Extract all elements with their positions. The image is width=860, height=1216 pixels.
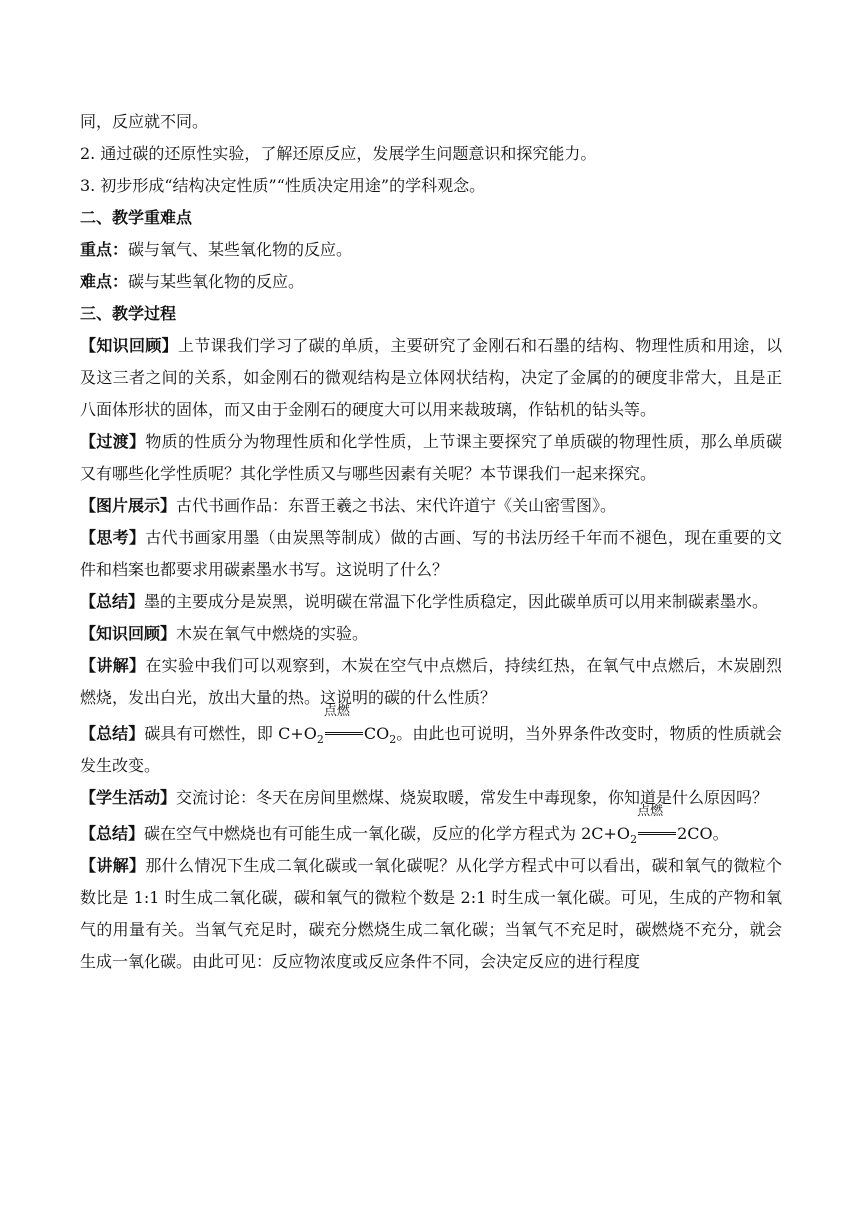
student-activity: 【学生活动】交流讨论：冬天在房间里燃煤、烧炭取暖，常发生中毒现象，你知道是什么原因吗？	[80, 788, 769, 807]
transition: 【过渡】物质的性质分为物理性质和化学性质，上节课主要探究了单质碳的物理性质，那么单质碳又有哪些化学性质呢？其化学性质又与哪些因素有关呢？本节课我们一起来探究。	[80, 432, 782, 483]
difficult-point-label: 难点：	[80, 272, 129, 291]
tag-think: 【思考】	[80, 528, 146, 547]
summary-1: 【总结】墨的主要成分是炭黑，说明碳在常温下化学性质稳定，因此碳单质可以用来制碳素墨水。	[80, 592, 769, 611]
knowledge-review-2: 【知识回顾】木炭在氧气中燃烧的实验。	[80, 624, 369, 643]
tag-picture-display: 【图片展示】	[80, 496, 177, 515]
summary-2: 【总结】碳具有可燃性，即 $C+O_2$ 点燃 $CO_2$。由此也可说明，当外界条件改变时，物质的性质就会发生改变。	[80, 704, 782, 775]
key-point-label: 重点：	[80, 240, 129, 259]
objective-3: 3. 初步形成“结构决定性质”“性质决定用途”的学科观念。	[80, 176, 486, 195]
explanation-1: 【讲解】在实验中我们可以观察到，木炭在空气中点燃后，持续红热，在氧气中点燃后，木炭剧烈燃烧，发出白光，放出大量的热。这说明的碳的什么性质？	[80, 656, 782, 707]
tag-student-activity: 【学生活动】	[80, 788, 177, 807]
explanation-2: 【讲解】那什么情况下生成二氧化碳或一氧化碳呢？从化学方程式中可以看出，碳和氧气的微粒个数比是 1:1 时生成二氧化碳，碳和氧气的微粒个数是 2:1 时生成一氧化碳。可见，生成的产物和氧气的用量有关。当氧气充足时，碳充分燃烧生成二氧化碳；当氧气不充足时，碳燃烧不充分，就会生成一氧化碳。由此可见：反应物浓度或反应条件不同，会决定反应的进行程度	[80, 856, 782, 971]
key-point: 重点：碳与氧气、某些氧化物的反应。	[80, 240, 353, 259]
tag-summary: 【总结】	[80, 592, 145, 611]
tag-summary: 【总结】	[80, 824, 145, 843]
tag-explanation: 【讲解】	[80, 656, 146, 675]
think: 【思考】古代书画家用墨（由炭黑等制成）做的古画、写的书法历经千年而不褪色，现在重要的文件和档案也都要求用碳素墨水书写。这说明了什么？	[80, 528, 782, 579]
section-heading-teaching-process: 三、教学过程	[80, 304, 177, 323]
tag-explanation: 【讲解】	[80, 856, 146, 875]
reaction-condition-arrow: 点燃	[637, 818, 677, 850]
paragraph-continuation: 同，反应就不同。	[80, 112, 209, 131]
reaction-condition-arrow: 点燃	[324, 718, 364, 750]
document-page	[80, 106, 782, 978]
difficult-point: 难点：碳与某些氧化物的反应。	[80, 272, 305, 291]
tag-knowledge-review: 【知识回顾】	[80, 336, 178, 355]
picture-display: 【图片展示】古代书画作品：东晋王羲之书法、宋代许道宁《关山密雪图》。	[80, 496, 617, 515]
knowledge-review-1: 【知识回顾】上节课我们学习了碳的单质，主要研究了金刚石和石墨的结构、物理性质和用途，以及这三者之间的关系，如金刚石的微观结构是立体网状结构，决定了金属的的硬度非常大，且是正八面体形状的固体，而又由于金刚石的硬度大可以用来裁玻璃，作钻机的钻头等。	[80, 336, 782, 419]
tag-summary: 【总结】	[80, 724, 145, 743]
tag-knowledge-review: 【知识回顾】	[80, 624, 177, 643]
summary-3: 【总结】碳在空气中燃烧也有可能生成一氧化碳，反应的化学方程式为 $2C+O_2$ 点燃 2CO。	[80, 818, 782, 850]
tag-transition: 【过渡】	[80, 432, 146, 451]
objective-2: 2. 通过碳的还原性实验，了解还原反应，发展学生问题意识和探究能力。	[80, 144, 597, 163]
section-heading-key-difficult-points: 二、教学重难点	[80, 208, 193, 227]
